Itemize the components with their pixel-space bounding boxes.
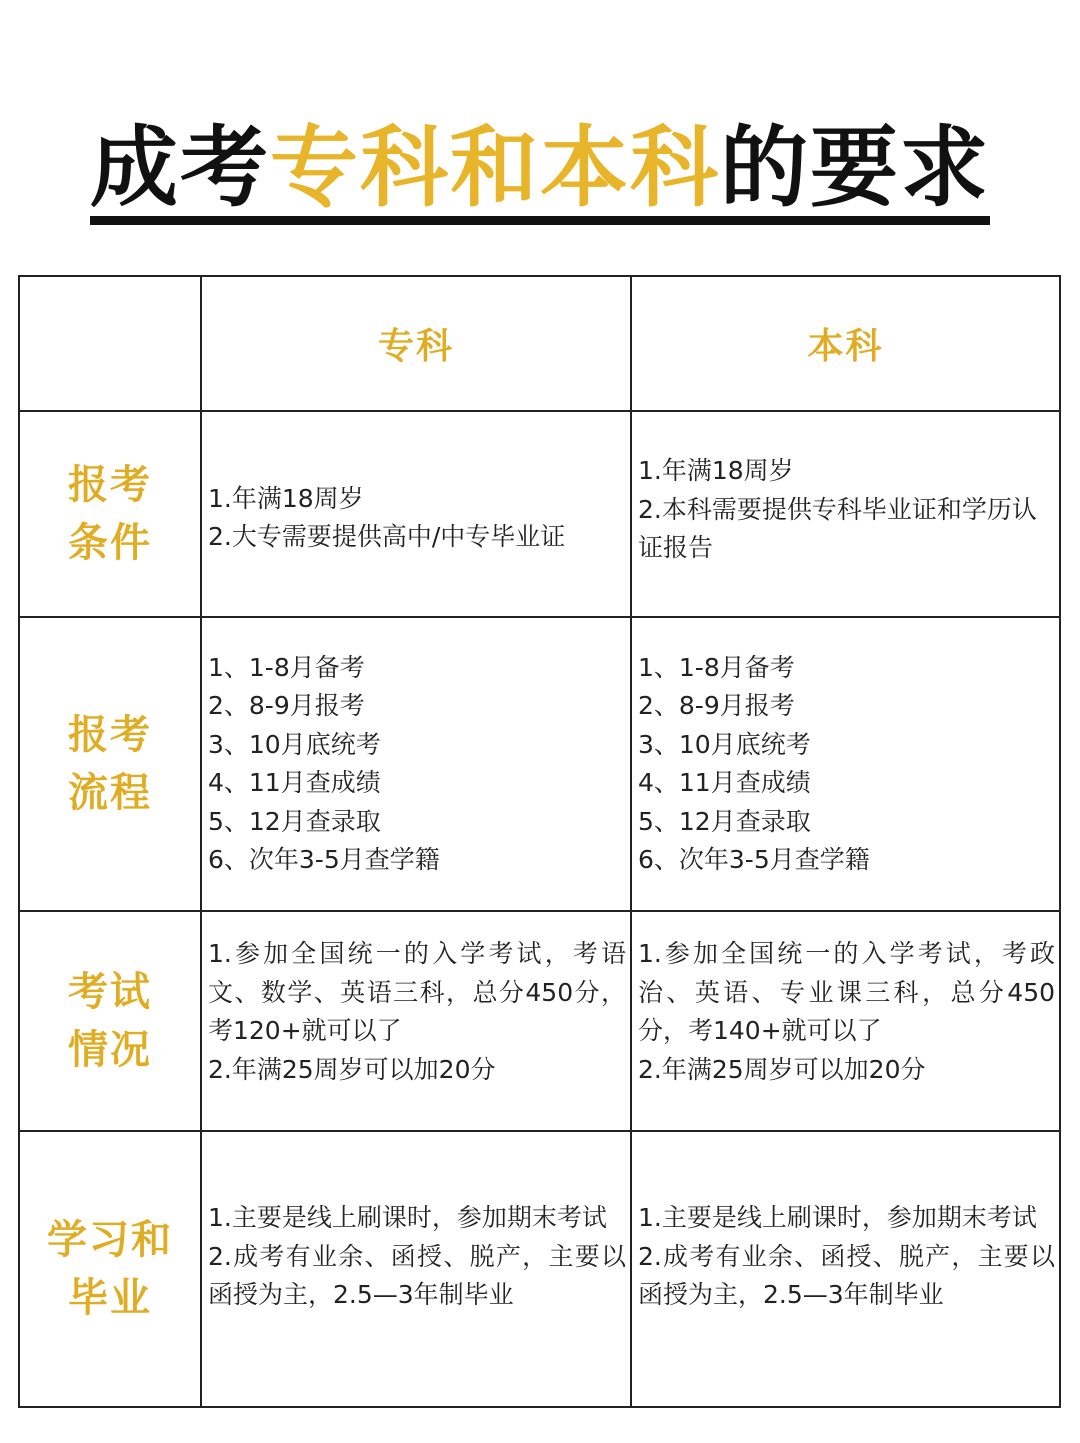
cell-line: 2.年满25周岁可以加20分 xyxy=(208,1054,496,1084)
header-corner-cell xyxy=(19,276,201,411)
cell-zhuanke xyxy=(201,1131,631,1407)
cell-benke xyxy=(631,1131,1060,1407)
cell-line: 2、8-9月报考 xyxy=(208,691,365,720)
row-label-line: 情况 xyxy=(68,1027,152,1073)
cell-line: 4、11月查成绩 xyxy=(638,768,811,797)
cell-line: 2.年满25周岁可以加20分 xyxy=(638,1054,926,1084)
cell-line: 4、11月查成绩 xyxy=(208,768,381,797)
cell-line: 6、次年3-5月查学籍 xyxy=(638,845,870,874)
cell-line: 3、10月底统考 xyxy=(208,729,381,759)
cell-line: 1.主要是线上刷课时，参加期末考试 xyxy=(638,1203,1037,1233)
table-header-row xyxy=(19,276,1060,411)
row-label-requirements xyxy=(19,411,201,617)
cell-line: 6、次年3-5月查学籍 xyxy=(208,845,440,874)
cell-line: 1.年满18周岁 xyxy=(638,456,794,486)
cell-line: 1.参加全国统一的入学考试，考政治、英语、专业课三科，总分450分，考140+就可以了 xyxy=(638,939,1055,1045)
row-label-process xyxy=(19,617,201,911)
title-part-1: 成考 xyxy=(90,120,270,225)
comparison-table xyxy=(18,275,1061,1408)
cell-line: 2、8-9月报考 xyxy=(638,691,795,720)
cell-line: 1、1-8月备考 xyxy=(638,652,795,682)
row-label-line: 毕业 xyxy=(68,1275,152,1321)
cell-zhuanke xyxy=(201,617,631,911)
cell-line: 2.大专需要提供高中/中专毕业证 xyxy=(208,522,566,551)
row-label-line: 流程 xyxy=(68,770,152,816)
cell-line: 5、12月查录取 xyxy=(208,806,381,836)
table-row xyxy=(19,617,1060,911)
row-label-line: 条件 xyxy=(68,520,152,566)
cell-line: 1.年满18周岁 xyxy=(208,483,364,513)
row-label-study-graduation xyxy=(19,1131,201,1407)
table-row xyxy=(19,411,1060,617)
title-part-3: 的要求 xyxy=(720,120,990,225)
cell-line: 2.本科需要提供专科毕业证和学历认证报告 xyxy=(638,494,1037,563)
cell-line: 2.成考有业余、函授、脱产，主要以函授为主，2.5—3年制毕业 xyxy=(638,1241,1055,1310)
header-benke: 本科 xyxy=(631,276,1060,411)
row-label-line: 报考 xyxy=(68,462,152,508)
row-label-exam xyxy=(19,911,201,1131)
cell-line: 1.主要是线上刷课时，参加期末考试 xyxy=(208,1203,607,1233)
cell-zhuanke xyxy=(201,411,631,617)
cell-line: 1.参加全国统一的入学考试，考语文、数学、英语三科，总分450分，考120+就可以了 xyxy=(208,939,626,1045)
title-part-2: 专科和本科 xyxy=(270,120,720,225)
row-label-line: 学习和 xyxy=(47,1217,173,1263)
table-row xyxy=(19,911,1060,1131)
cell-benke xyxy=(631,617,1060,911)
cell-benke xyxy=(631,411,1060,617)
page-title xyxy=(0,118,1080,225)
row-label-line: 报考 xyxy=(68,712,152,758)
header-zhuanke: 专科 xyxy=(201,276,631,411)
cell-line: 2.成考有业余、函授、脱产，主要以函授为主，2.5—3年制毕业 xyxy=(208,1241,626,1310)
cell-zhuanke xyxy=(201,911,631,1131)
cell-line: 1、1-8月备考 xyxy=(208,652,365,682)
cell-line: 3、10月底统考 xyxy=(638,729,811,759)
cell-line: 5、12月查录取 xyxy=(638,806,811,836)
row-label-line: 考试 xyxy=(68,969,152,1015)
table-row xyxy=(19,1131,1060,1407)
cell-benke xyxy=(631,911,1060,1131)
